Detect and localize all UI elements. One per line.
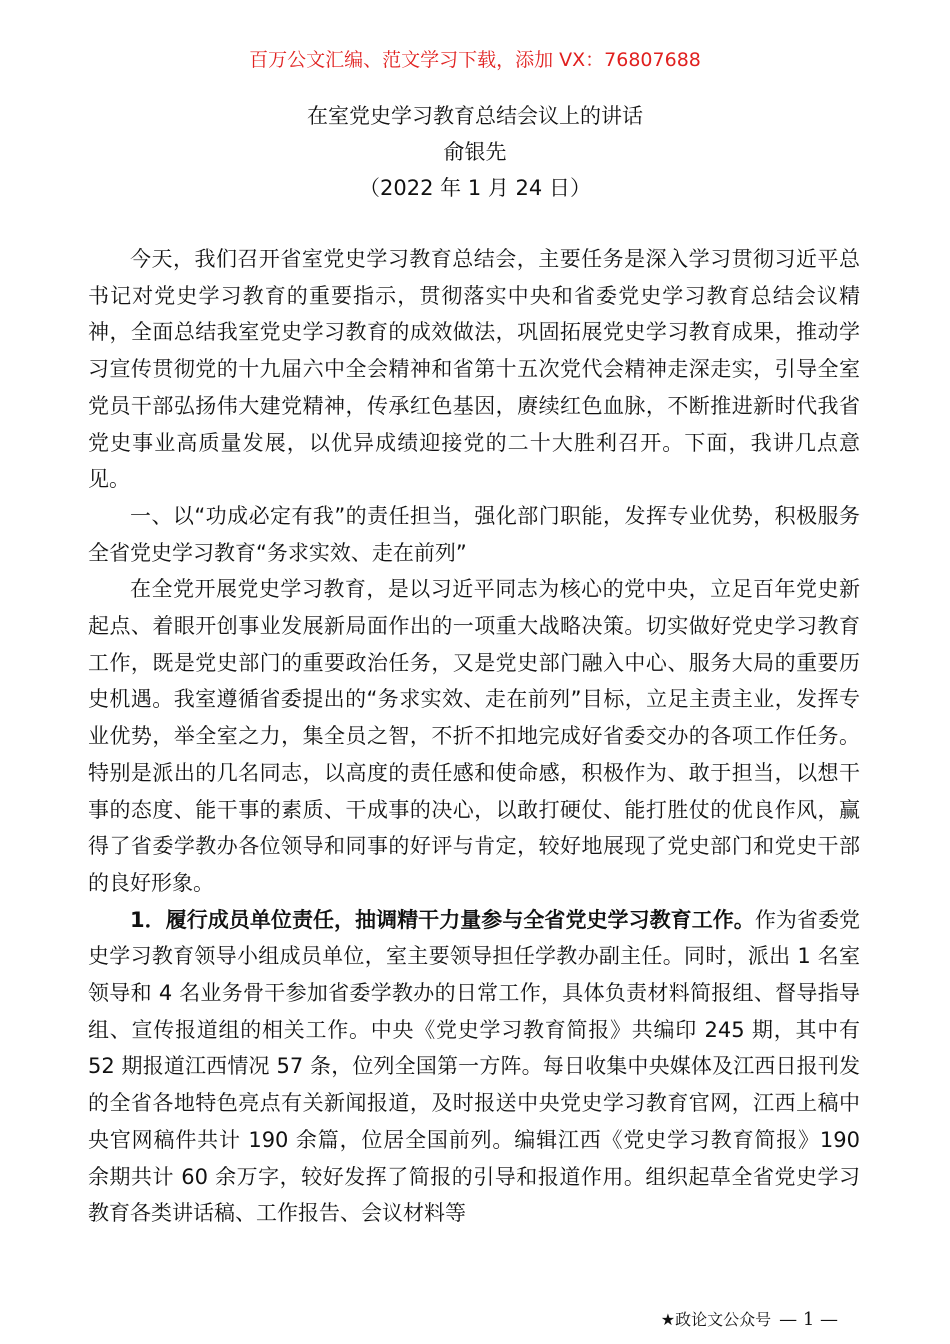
title-block — [0, 98, 950, 206]
page-number: — 1 — — [779, 1309, 838, 1330]
speech-title: 在室党史学习教育总结会议上的讲话 — [307, 104, 643, 128]
speech-date: （2022 年 1 月 24 日） — [359, 176, 591, 200]
document-body — [88, 241, 860, 1232]
footer-label: ★政论文公众号 — [660, 1310, 772, 1329]
watermark-header: 百万公文汇编、范文学习下载，添加 VX：76807688 — [249, 49, 701, 71]
section-heading-1: 一、以“功成必定有我”的责任担当，强化部门职能，发挥专业优势，积极服务全省党史学习教育“务求实效、走在前列” — [88, 503, 860, 565]
subsection-text: 作为省委党史学习教育领导小组成员单位，室主要领导担任学教办副主任。同时，派出 1 名室领导和 4 名业务骨干参加省委学教办的日常工作，具体负责材料简报组、督导指导组、宣传报道组的相关工作。中央《党史学习教育简报》共编印 245 期，其中有 52 期报道江西情况 57 条，位列全国第一方阵。每日收集中央媒体及江西日报刊发的全省各地特色亮点有关新闻报道，及时报送中央党史学习教育官网，江西上稿中央官网稿件共计 190 余篇，位居全国前列。编辑江西《党史学习教育简报》190 余期共计 60 余万字，较好发挥了简报的引导和报道作用。组织起草全省党史学习教育各类讲话稿、工作报告、会议材料等 — [88, 907, 861, 1226]
paragraph-intro: 今天，我们召开省室党史学习教育总结会，主要任务是深入学习贯彻习近平总书记对党史学习教育的重要指示，贯彻落实中央和省委党史学习教育总结会议精神，全面总结我室党史学习教育的成效做法，巩固拓展党史学习教育成果，推动学习宣传贯彻党的十九届六中全会精神和省第十五次党代会精神走深走实，引导全室党员干部弘扬伟大建党精神，传承红色基因，赓续红色血脉，不断推进新时代我省党史事业高质量发展，以优异成绩迎接党的二十大胜利召开。下面，我讲几点意见。 — [88, 247, 860, 492]
speaker-name: 俞银先 — [443, 140, 507, 164]
subsection-heading: 1．履行成员单位责任，抽调精干力量参与全省党史学习教育工作。 — [130, 907, 755, 932]
page-footer — [661, 1308, 838, 1332]
paragraph-section-1: 在全党开展党史学习教育，是以习近平同志为核心的党中央，立足百年党史新起点、着眼开创事业发展新局面作出的一项重大战略决策。切实做好党史学习教育工作，既是党史部门的重要政治任务，又是党史部门融入中心、服务大局的重要历史机遇。我室遵循省委提出的“务求实效、走在前列”目标，立足主责主业，发挥专业优势，举全室之力，集全员之智，不折不扣地完成好省委交办的各项工作任务。特别是派出的几名同志，以高度的责任感和使命感，积极作为、敢于担当，以想干事的态度、能干事的素质、干成事的决心，以敢打硬仗、能打胜仗的优良作风，赢得了省委学教办各位领导和同事的好评与肯定，较好地展现了党史部门和党史干部的良好形象。 — [88, 577, 860, 895]
paragraph-subsection-1 — [88, 902, 860, 1232]
